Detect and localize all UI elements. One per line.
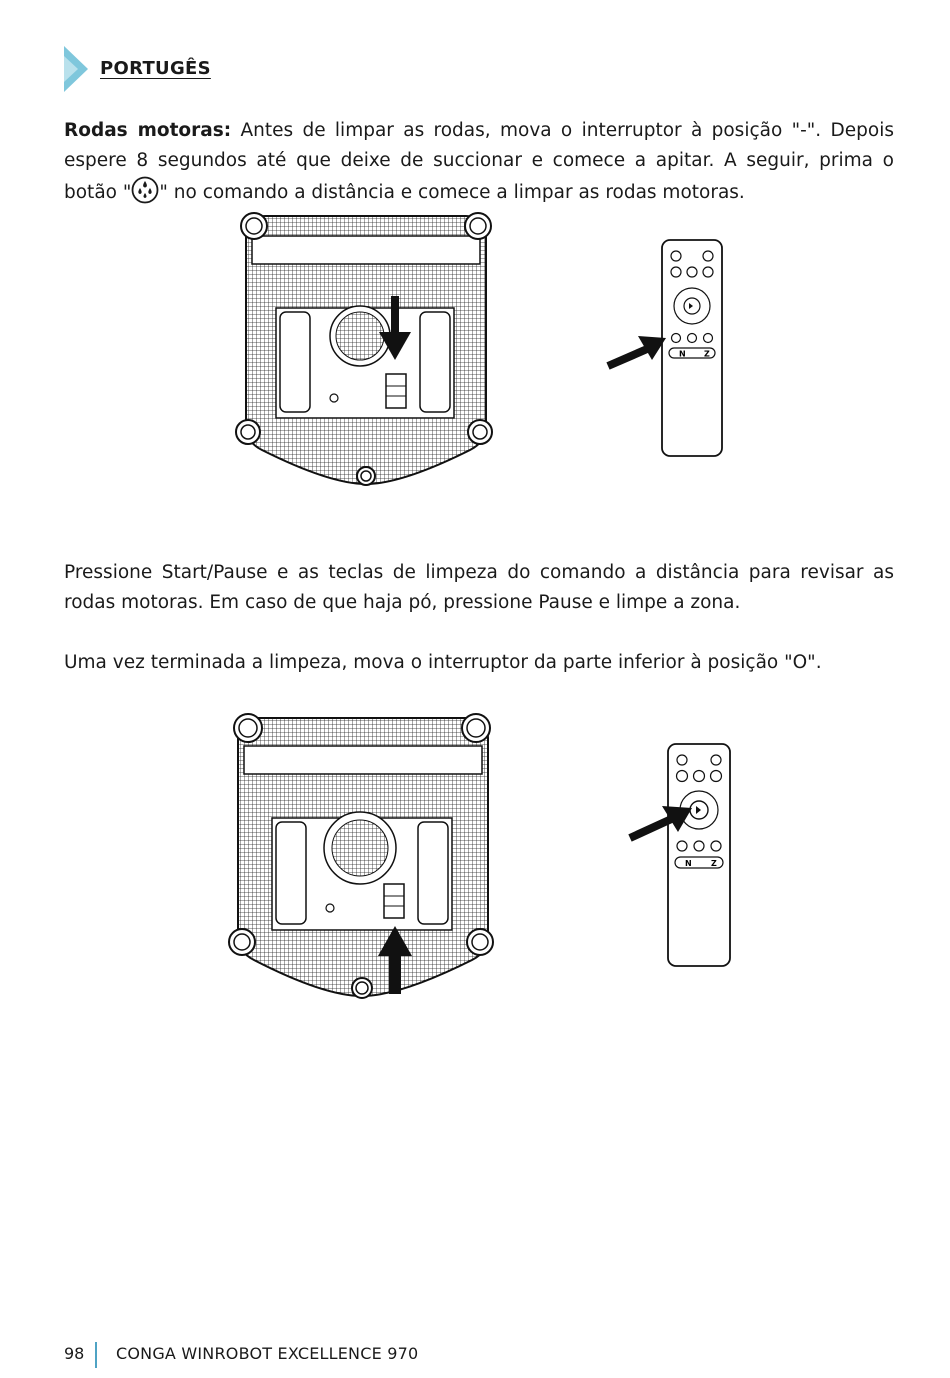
wheels-label: Rodas motoras: <box>64 120 232 141</box>
language-title: PORTUGÊS <box>100 58 211 79</box>
remote-control-illustration-2 <box>624 740 736 970</box>
wheels-text-part1: Antes de limpar as rodas, mova o interruptor à posição "-". Depois espere 8 segundos até que deixe de succionar e comece a apitar. A seguir, prima o botão " <box>64 120 894 203</box>
remote-label-n: N <box>685 859 692 868</box>
robot-bottom-illustration-2 <box>224 708 500 1004</box>
footer-separator <box>95 1342 97 1368</box>
remote-label-z: Z <box>711 859 717 868</box>
remote-label-n: N <box>679 349 686 359</box>
remote-control-illustration-1 <box>602 236 726 460</box>
language-header <box>62 46 262 92</box>
remote-label-z: Z <box>704 349 710 359</box>
inspect-wheels-paragraph: Pressione Start/Pause e as teclas de limpeza do comando a distância para revisar as rodas motoras. Em caso de que haja pó, pressione Pause e limpe a zona. <box>64 562 894 613</box>
pointer-arrow-icon <box>608 336 666 366</box>
wheels-text-part2: " no comando a distância e comece a limpar as rodas motoras. <box>159 182 745 203</box>
water-drops-button-icon <box>131 176 159 204</box>
switch-off-paragraph: Uma vez terminada a limpeza, mova o interruptor da parte inferior à posição "O". <box>64 652 822 673</box>
product-title: CONGA WINROBOT EXCELLENCE 970 <box>116 1344 419 1363</box>
robot-bottom-illustration-1 <box>232 206 500 488</box>
wheels-cleaning-paragraph <box>64 116 894 208</box>
chapter-marker-icon <box>62 46 96 92</box>
page-number: 98 <box>64 1344 85 1363</box>
